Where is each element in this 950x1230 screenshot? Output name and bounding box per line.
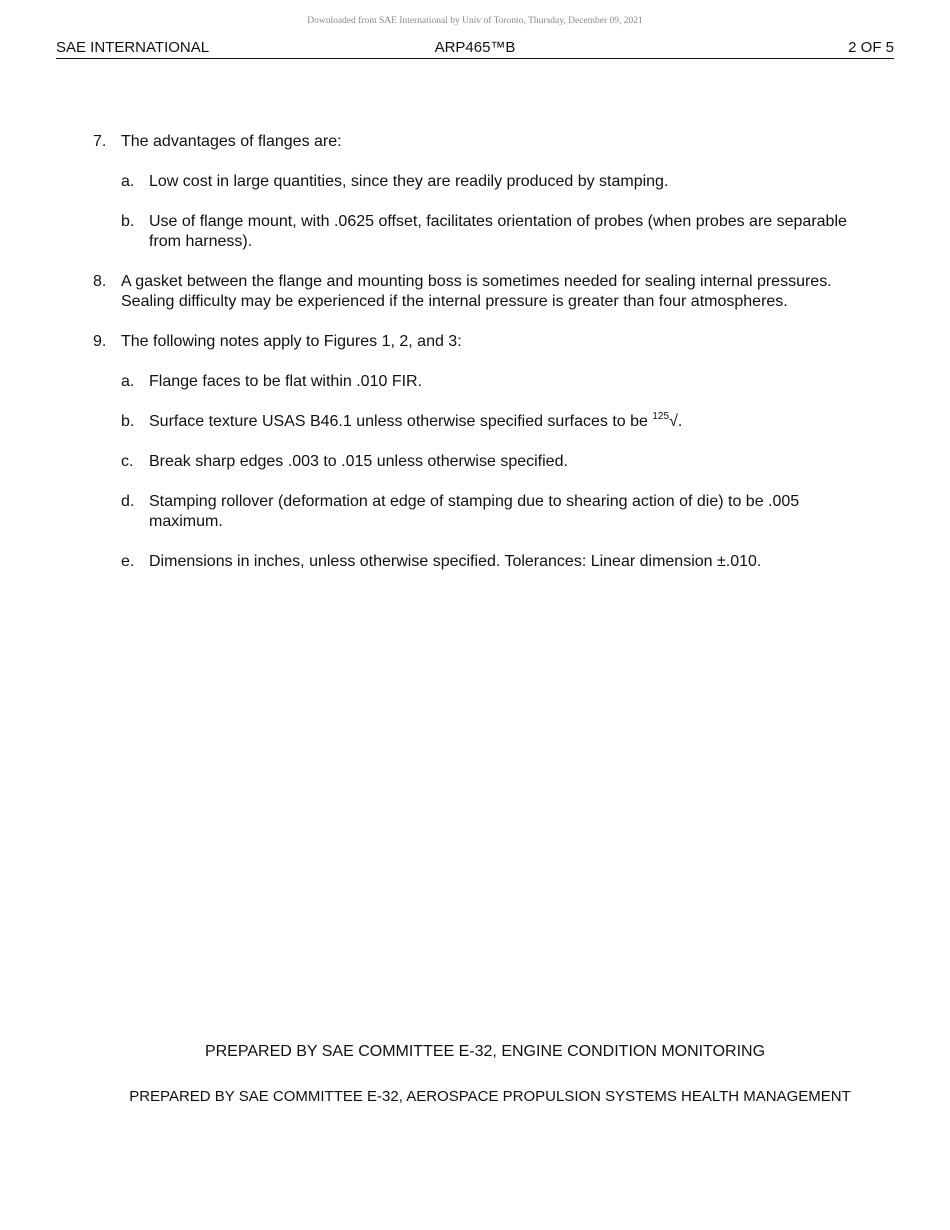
sub-item-text: Flange faces to be flat within .010 FIR.	[149, 373, 423, 390]
document-body	[93, 132, 853, 572]
item-text: A gasket between the flange and mounting boss is sometimes needed for sealing internal pressures. Sealing difficulty may be experienced if the internal pressure is greater than four atmospheres.	[121, 273, 832, 310]
prepared-by-original: PREPARED BY SAE COMMITTEE E-32, ENGINE CONDITION MONITORING	[204, 1043, 766, 1060]
sub-item-letter: b.	[121, 213, 135, 230]
roughness-value: 125	[652, 411, 670, 422]
sub-item	[93, 492, 853, 532]
sub-item-text: Dimensions in inches, unless otherwise specified. Tolerances: Linear dimension ±.010.	[149, 553, 762, 570]
list-item-8	[93, 272, 853, 312]
list-item-7	[93, 132, 853, 152]
header-document-id: ARP465™B	[434, 39, 516, 56]
sub-item-letter: e.	[121, 553, 135, 570]
item-text: The advantages of flanges are:	[121, 133, 342, 150]
item-number: 7.	[93, 133, 107, 150]
roughness-symbol: √.	[669, 413, 683, 430]
sub-item	[93, 172, 853, 192]
sub-item	[93, 372, 853, 392]
sub-item-letter: c.	[121, 453, 134, 470]
sub-item	[93, 452, 853, 472]
sub-item-text: Break sharp edges .003 to .015 unless otherwise specified.	[149, 453, 568, 470]
sub-item-letter: d.	[121, 493, 135, 510]
sub-item-text: Use of flange mount, with .0625 offset, facilitates orientation of probes (when probes are separable from harness).	[149, 213, 847, 250]
sub-item-letter: b.	[121, 413, 135, 430]
sub-item-letter: a.	[121, 373, 135, 390]
header-organization: SAE INTERNATIONAL	[56, 39, 210, 56]
sub-item	[93, 552, 853, 572]
list-item-9	[93, 332, 853, 352]
page-header	[56, 38, 894, 59]
sub-item-text: Low cost in large quantities, since they are readily produced by stamping.	[149, 173, 669, 190]
sub-item-text: Stamping rollover (deformation at edge of stamping due to shearing action of die) to be .005 maximum.	[149, 493, 800, 530]
download-watermark: Downloaded from SAE International by Univ of Toronto, Thursday, December 09, 2021	[307, 16, 643, 26]
header-page-number: 2 OF 5	[848, 39, 894, 56]
item-number: 9.	[93, 333, 107, 350]
sub-item	[93, 412, 853, 432]
item-text: The following notes apply to Figures 1, 2, and 3:	[121, 333, 462, 350]
item-number: 8.	[93, 273, 107, 290]
sub-item-text: Surface texture USAS B46.1 unless otherwise specified surfaces to be	[149, 413, 653, 430]
sub-item	[93, 212, 853, 252]
sub-item-letter: a.	[121, 173, 135, 190]
prepared-by-current: PREPARED BY SAE COMMITTEE E-32, AEROSPACE PROPULSION SYSTEMS HEALTH MANAGEMENT	[129, 1088, 851, 1105]
